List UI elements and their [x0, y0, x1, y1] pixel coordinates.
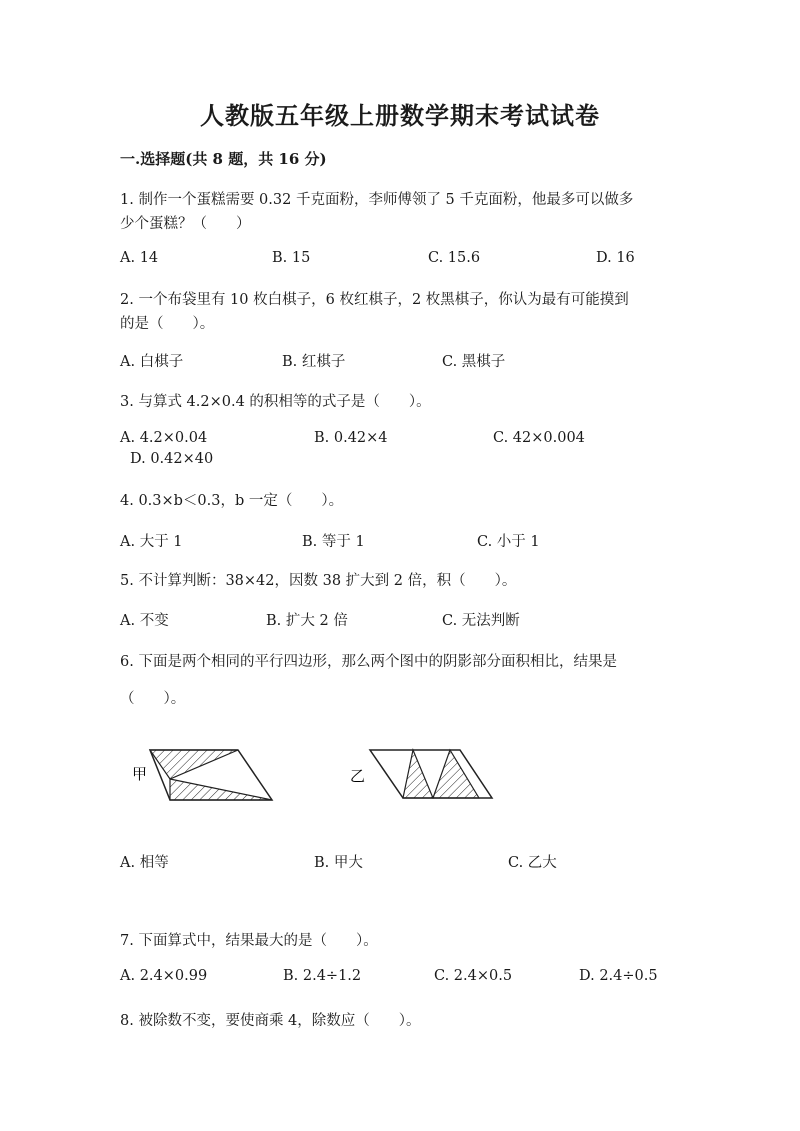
figure-label-yi: 乙: [350, 767, 366, 785]
q5-option-c: C. 无法判断: [442, 613, 520, 629]
question-3-line-1: 3. 与算式 4.2×0.4 的积相等的式子是（ ）。: [120, 394, 431, 410]
q7-option-c: C. 2.4×0.5: [434, 968, 513, 984]
q6-option-a: A. 相等: [120, 855, 169, 871]
q3-option-c: C. 42×0.004: [493, 430, 585, 446]
q6-option-b: B. 甲大: [314, 855, 363, 871]
question-1-line-2: 少个蛋糕？（ ）: [120, 216, 251, 232]
question-2-line-2: 的是（ ）。: [120, 316, 215, 332]
q5-option-a: A. 不变: [120, 613, 169, 629]
q1-option-a: A. 14: [120, 250, 159, 266]
q2-option-b: B. 红棋子: [282, 354, 346, 370]
question-4-line-1: 4. 0.3×b＜0.3，b 一定（ ）。: [120, 493, 344, 509]
q6-option-c: C. 乙大: [508, 855, 557, 871]
question-6-line-2: （ ）。: [120, 691, 186, 707]
q4-option-b: B. 等于 1: [302, 534, 365, 550]
q7-option-a: A. 2.4×0.99: [120, 968, 208, 984]
q5-option-b: B. 扩大 2 倍: [266, 613, 348, 629]
page-title: 人教版五年级上册数学期末考试试卷: [200, 101, 600, 130]
figure-yi: [350, 750, 492, 798]
q4-option-a: A. 大于 1: [120, 534, 183, 550]
question-7-line-1: 7. 下面算式中，结果最大的是（ ）。: [120, 933, 378, 949]
q1-option-b: B. 15: [272, 250, 311, 266]
q3-option-a: A. 4.2×0.04: [120, 430, 208, 446]
q2-option-c: C. 黑棋子: [442, 354, 506, 370]
q2-option-a: A. 白棋子: [120, 354, 184, 370]
question-1-line-1: 1. 制作一个蛋糕需要 0.32 千克面粉，李师傅领了 5 千克面粉，他最多可以做多: [120, 192, 634, 208]
q3-option-b: B. 0.42×4: [314, 430, 388, 446]
q7-option-d: D. 2.4÷0.5: [579, 968, 658, 984]
question-5-line-1: 5. 不计算判断：38×42，因数 38 扩大到 2 倍，积（ ）。: [120, 573, 517, 589]
q3-option-d: D. 0.42×40: [130, 451, 214, 467]
q4-option-c: C. 小于 1: [477, 534, 540, 550]
question-2-line-1: 2. 一个布袋里有 10 枚白棋子，6 枚红棋子，2 枚黑棋子，你认为最有可能摸到: [120, 292, 629, 308]
figure-label-jia: 甲: [132, 765, 148, 783]
q1-option-c: C. 15.6: [428, 250, 481, 266]
question-8-line-1: 8. 被除数不变，要使商乘 4，除数应（ ）。: [120, 1013, 421, 1029]
parallelogram-figures: [120, 735, 520, 815]
q7-option-b: B. 2.4÷1.2: [283, 968, 362, 984]
question-6-line-1: 6. 下面是两个相同的平行四边形，那么两个图中的阴影部分面积相比，结果是: [120, 654, 617, 670]
figure-jia: [132, 750, 272, 800]
section-heading: 一.选择题(共 8 题，共 16 分): [120, 150, 327, 168]
q1-option-d: D. 16: [596, 250, 635, 266]
